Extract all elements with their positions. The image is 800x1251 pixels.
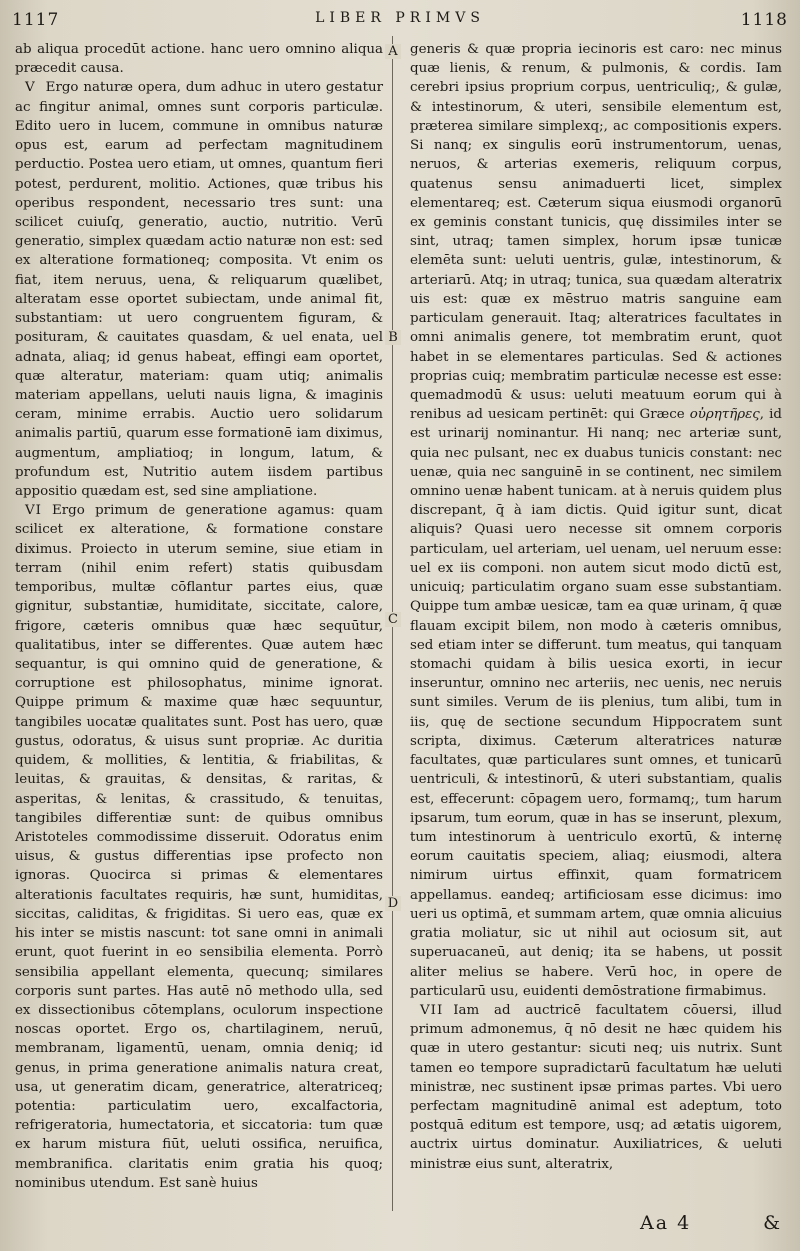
signature-mark: Aa 4 bbox=[640, 1212, 692, 1234]
running-title: LIBER PRIMVS bbox=[315, 10, 485, 26]
chapter-7-text: Iam ad auctricē facultatem cōuersi, illud primum admonemus, q̄ nō desit ne hæc quidem his quæ in utero gestantur: sicuti neq; uis nutrix. Sunt tamen eo tempore supradictarū facultatum hæ ueluti ministræ, nec sustinent ipsæ primas partes. Vbi uero perfectam magnitudinē animal est adeptum, toto postquā editum est tempore, usq; ad ætatis uigorem, auctrix uirtus dominatur. Auxiliatrices, & ueluti ministræ eius sunt, alteratrix, bbox=[410, 1002, 782, 1172]
paragraph-continuation bbox=[410, 40, 782, 1001]
chapter-number: VII bbox=[420, 1002, 444, 1018]
chapter-6-paragraph bbox=[15, 501, 383, 1193]
margin-letter-b: B bbox=[385, 330, 401, 345]
page-header bbox=[0, 6, 800, 34]
catchword: & bbox=[763, 1212, 780, 1234]
margin-letter-c: C bbox=[385, 612, 401, 627]
chapter-5-paragraph bbox=[15, 78, 383, 501]
chapter-5-text: Ergo naturæ opera, dum adhuc in utero gestatur ac fingitur animal, omnes sunt corporis particulæ. Edito uero in lucem, commune in omnibus naturæ opus est, earum ad perfectam magnitudinem perductio. Postea uero etiam, ut omnes, quantum fieri potest, perdurent, molitio. Actiones, quæ tribus his operibus respondent, necessario tres sunt: una scilicet cuiuſq, generatio, auctio, nutritio. Verū generatio, simplex quædam actio naturæ non est: sed ex alteratione formationeq; composita. Vt enim os fiat, item neruus, uena, & reliquarum quælibet, alteratam esse oportet subiectam, unde animal fit, substantiam: ut uero congruentem figuram, & posituram, & cauitates quasdam, & uel enata, uel adnata, aliaq; id genus habeat, effingi eam oportet, quæ alteratur, materiam: quam utiq; animalis materiam appellans, ueluti nauis ligna, & imaginis ceram, minime errabis. Auctio uero solidarum animalis partiū, quarum esse formationē iam diximus, augmentum, ampliatioq; in longum, latum, & profundum est, Nutritio autem iisdem partibus appositio quædam est, sed sine ampliatione. bbox=[15, 80, 383, 500]
right-text-part-2: , id est urinarij nominantur. Hi nanq; nec arteriæ sunt, quia nec pulsant, nec ex duabus tunicis constant: nec uenæ, quia nec sanguinē in se continent, nec similem omnino uenæ habent tunicam. at à neruis quidem plus discrepant, q̄ à iam dictis. Quid igitur sunt, dicat aliquis? Quasi uero necesse sit omnem corporis particulam, uel arteriam, uel uenam, uel neruum esse: uel ex iis componi. non autem sicut modo dictū est, unicuiq; particulatim organo suam esse substantiam. Quippe tum ambæ uesicæ, tam ea quæ urinam, q̄ quæ flauam excipit bilem, non modo à cæteris omnibus, sed etiam inter se differunt. tum meatus, qui tanquam stomachi quidam à bilis uesica exorti, in iecur inseruntur, omnino nec arteriis, nec uenis, nec neruis sunt similes. Verum de iis plenius, tum alibi, tum in iis, quę de sectione secundum Hippocratem sunt scripta, diximus. Cæterum alteratrices naturæ facultates, quæ particulares sunt omnes, et tunicarū uentriculi, & intestinorū, & uteri substantiam, qualis est, effecerunt: cōpagem uero, formamq;, tum harum ipsarum, tum eorum, quæ in has se inserunt, plexum, tum intestinorum à uentriculo exortū, & internę eorum cauitatis speciem, aliaq; eiusmodi, altera nimirum uirtus effinxit, quam formatricem appellamus. eandeq; artificiosam esse dicimus: imo ueri us optimā, et summam artem, quæ omnia alicuius gratia moliatur, sic ut nihil aut ociosum sit, aut superuacaneū, aut deniq; ita se habens, ut possit aliter melius se habere. Verū hoc, in opere de particularū usu, euidenti demōstratione firmabimus. bbox=[410, 407, 782, 999]
margin-letter-d: D bbox=[385, 896, 401, 911]
greek-word: οὐρητῆρες bbox=[689, 407, 760, 423]
margin-letter-a: A bbox=[385, 44, 401, 59]
right-column bbox=[410, 40, 782, 1200]
folio-number-left: 1117 bbox=[12, 10, 60, 30]
page-footer bbox=[0, 1208, 800, 1244]
folio-number-right: 1118 bbox=[740, 10, 788, 30]
chapter-number: VI bbox=[25, 503, 42, 519]
chapter-number: V bbox=[25, 80, 36, 96]
left-column bbox=[15, 40, 383, 1200]
right-text-part-1: generis & quæ propria iecinoris est caro: nec minus quæ lienis, & renum, & pulmonis, & cordis. Iam cerebri ipsius proprium corpus, uentriculiq;, & gulæ, & intestinorum, & uteri, sensibile elementum est, præterea similare simplexq;, ac compositionis expers. Si nanq; ex singulis eorū instrumentorum, uenas, neruos, & arterias exemeris, reliquum corpus, quatenus sensu animaduerti licet, simplex elementareq; est. Cæterum siqua eiusmodi organorū ex geminis constant tunicis, quę dissimiles inter se sint, utraq; tamen simplex, horum ipsæ tunicæ elemēta sunt: ueluti uentris, gulæ, intestinorum, & arteriarū. Atq; in utraq; tunica, sua quædam alteratrix uis est: quæ ex mēstruo matris sanguine eam particulam generauit. Itaq; alteratrices facultates in omni animalis genere, tot membratim erunt, quot habet in se elementares particulas. Sed & actiones proprias cuiq; membratim particulæ necesse est esse: quemadmodū & usus: ueluti meatuum eorum qui à renibus ad uesicam pertinēt: qui Græce bbox=[410, 42, 782, 423]
chapter-7-paragraph bbox=[410, 1001, 782, 1174]
paragraph-continuation: ab aliqua procedūt actione. hanc uero omnino aliqua præcedit causa. bbox=[15, 42, 383, 77]
chapter-6-text: Ergo primum de generatione agamus: quam scilicet ex alteratione, & formatione constare diximus. Proiecto in uterum semine, siue etiam in terram (nihil enim refert) statis quibusdam temporibus, multæ cōflantur partes eius, quæ gignitur, substantiæ, humiditate, siccitate, calore, frigore, cæteris omnibus quæ hæc sequūtur, qualitatibus, inter se differentes. Quæ autem hæc sequantur, is qui omnino quid de generatione, & corruptione est philosophatus, minime ignorat. Quippe primum & maxime quæ hæc sequuntur, tangibiles uocatæ qualitates sunt. Post has uero, quæ gustus, odoratus, & uisus sunt propriæ. Ac duritia quidem, & mollities, & lentitia, & friabilitas, & leuitas, & grauitas, & densitas, & raritas, & asperitas, & lenitas, & crassitudo, & tenuitas, tangibiles differentiæ sunt: de quibus omnibus Aristoteles commodissime disseruit. Odoratus enim uisus, & gustus differentias ipse profecto non ignoras. Quocirca si primas & elementares alterationis facultates requiris, hæ sunt, humiditas, siccitas, caliditas, & frigiditas. Si uero eas, quæ ex his inter se mistis nascunt: tot sane omni in animali erunt, quot fuerint in eo sensibilia elementa. Porrò sensibilia appellant elementa, quecunq; similares corporis sunt partes. Has autē nō methodo ulla, sed ex dissectionibus cōtemplans, oculorum inspectione noscas oportet. Ergo os, chartilaginem, neruū, membranam, ligamentū, uenam, omnia deniq; id genus, in prima generatione animalis natura creat, usa, ut generatim dicam, generatrice, alteratriceq; potentia: particulatim uero, excalfactoria, refrigeratoria, humectatoria, et siccatoria: tum quæ ex harum mistura fiūt, ueluti ossifica, neruifica, membranifica. claritatis enim gratia his quoq; nominibus utendum. Est sanè huius bbox=[15, 503, 383, 1191]
